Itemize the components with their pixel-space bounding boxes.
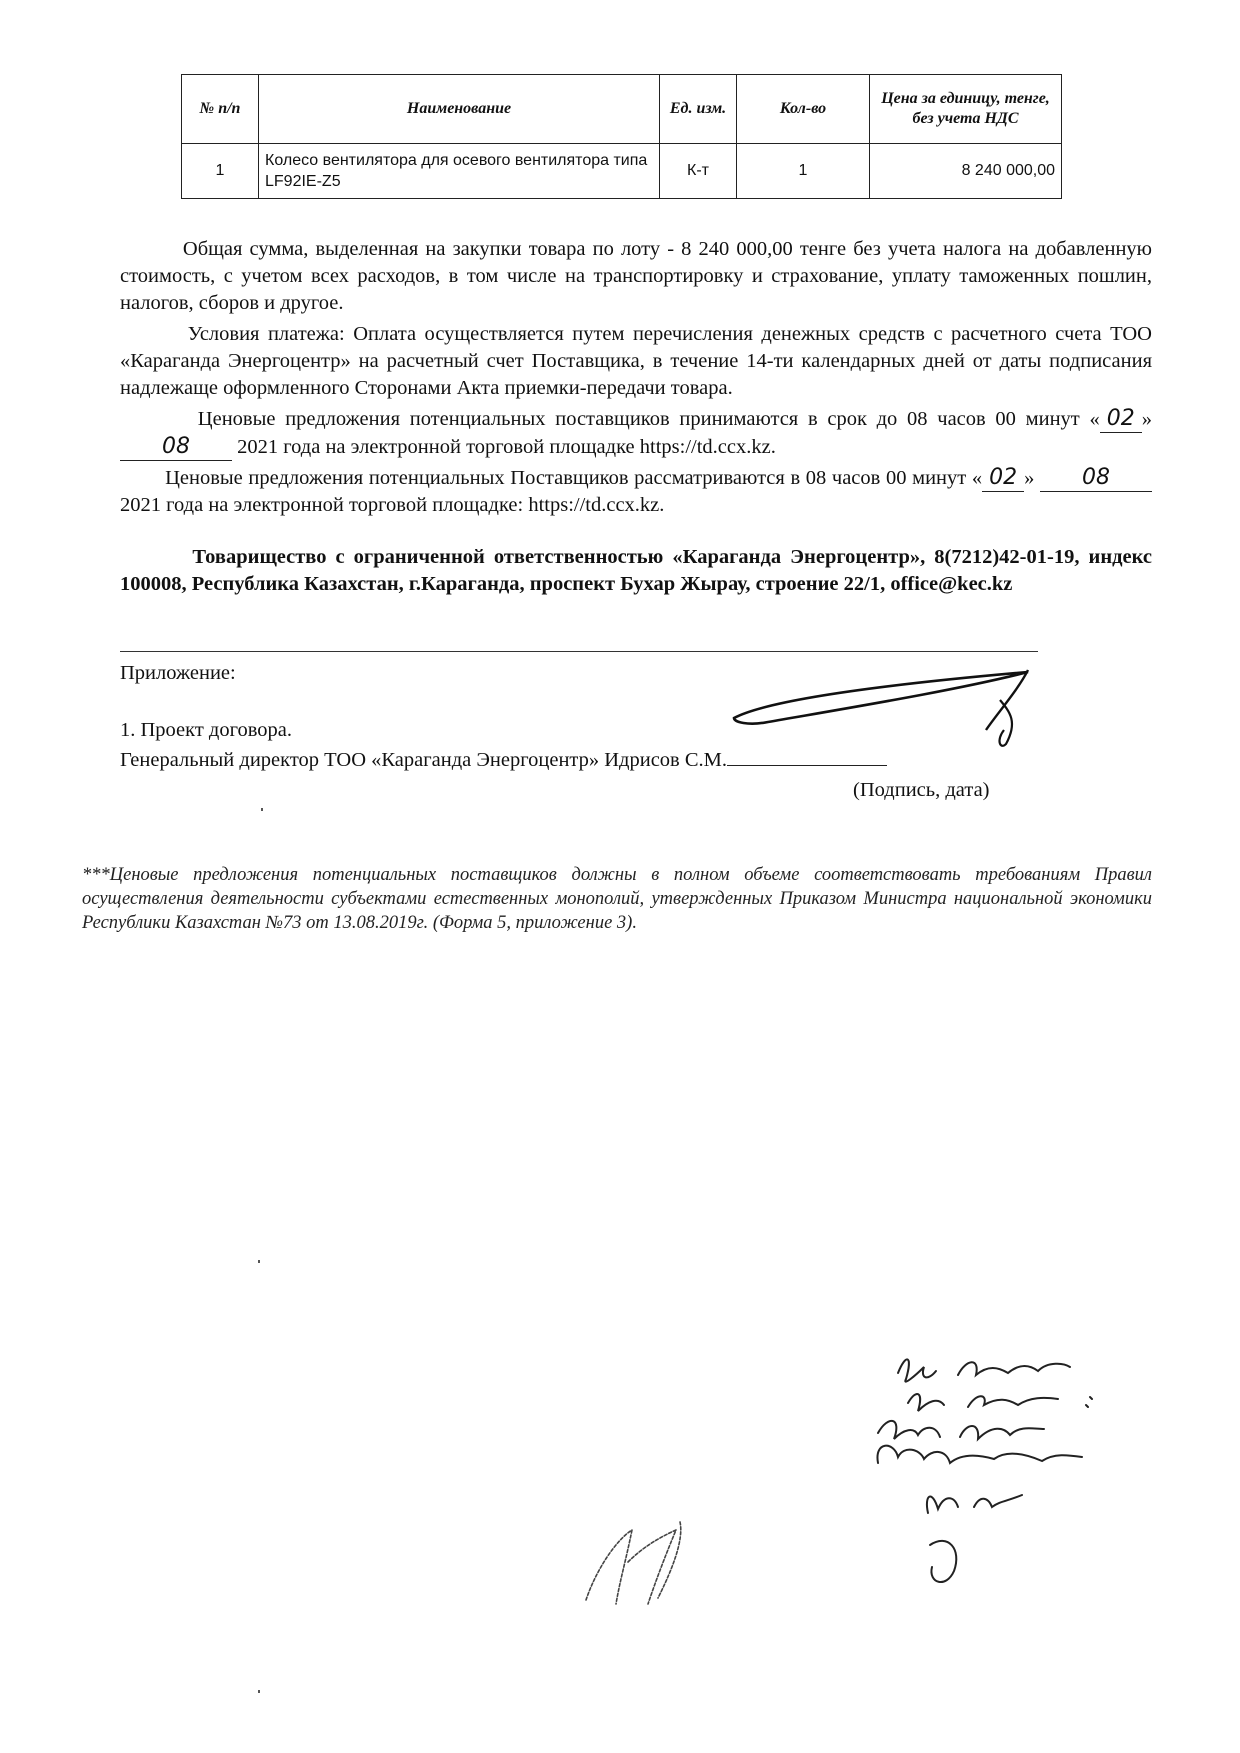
appendix-label: Приложение: [120,662,236,684]
header-name: Наименование [259,75,660,144]
commission-signatures [858,1345,1143,1620]
header-num: № п/п [182,75,259,144]
scan-mark [258,1260,260,1263]
signature-caption: (Подпись, дата) [853,779,990,801]
payment-terms-text: Условия платежа: Оплата осуществляется путем перечисления денежных средств с расчетного счета ТОО «Караганда Энергоцентр» на расчетный счет Поставщика, в течение 14-ти календарных дней от даты подписания надлежаще оформленного Сторонами Акта приемки-передачи товара. [120,323,1152,399]
payment-terms-paragraph [120,321,1152,402]
acceptance-day-handwritten: 02 [1100,405,1142,433]
cell-price: 8 240 000,00 [870,144,1062,199]
company-details [120,544,1152,598]
review-day-handwritten: 02 [982,464,1024,492]
review-quote: » [1024,467,1035,489]
commission-initials [576,1500,716,1620]
review-prefix: Ценовые предложения потенциальных Поставщиков рассматриваются в 08 часов 00 минут « [165,467,983,489]
header-qty: Кол-во [737,75,870,144]
review-month-handwritten: 08 [1040,464,1152,492]
company-details-text: Товарищество с ограниченной ответственностью «Караганда Энергоцентр», 8(7212)42-01-19, индекс 100008, Республика Казахстан, г.Караганда, проспект Бухар Жырау, строение 22/1, office@kec.kz [120,546,1153,595]
cell-unit: К-т [660,144,737,199]
review-suffix: 2021 года на электронной торговой площадке: https://td.ccx.kz. [120,494,665,516]
footnote: ***Ценовые предложения потенциальных поставщиков должны в полном объеме соответствовать требованиям Правил осуществления деятельности субъектами естественных монополий, утвержденных Приказом Министра национальной экономики Республики Казахстан №73 от 13.08.2019г. (Форма 5, приложение 3). [82,865,1152,933]
acceptance-prefix: Ценовые предложения потенциальных поставщиков принимаются в срок до 08 часов 00 минут « [197,408,1100,430]
review-time-paragraph [120,464,1152,519]
acceptance-month-handwritten: 08 [120,433,232,461]
acceptance-suffix: 2021 года на электронной торговой площадке https://td.ccx.kz. [237,436,776,458]
acceptance-deadline-paragraph [120,405,1152,461]
cell-name: Колесо вентилятора для осевого вентилятора типа LF92IE-Z5 [259,144,660,199]
director-signature [728,660,1048,755]
header-unit: Ед. изм. [660,75,737,144]
table-header-row [182,75,1062,144]
separator-line [120,651,1038,652]
items-table [181,74,1062,199]
total-amount-text: Общая сумма, выделенная на закупки товара по лоту - 8 240 000,00 тенге без учета налога на добавленную стоимость, с учетом всех расходов, в том числе на транспортировку и страхование, уплату таможенных пошлин, налогов, сборов и другое. [120,238,1152,314]
cell-num: 1 [182,144,259,199]
table-row [182,144,1062,199]
scan-mark [261,808,263,811]
scan-mark [258,1690,260,1693]
acceptance-quote: » [1141,408,1152,430]
total-amount-paragraph [120,236,1152,317]
header-price: Цена за единицу, тенге, без учета НДС [870,75,1062,144]
appendix-item: 1. Проект договора. [120,719,293,741]
cell-qty: 1 [737,144,870,199]
director-text: Генеральный директор ТОО «Караганда Энергоцентр» Идрисов С.М. [120,749,728,771]
